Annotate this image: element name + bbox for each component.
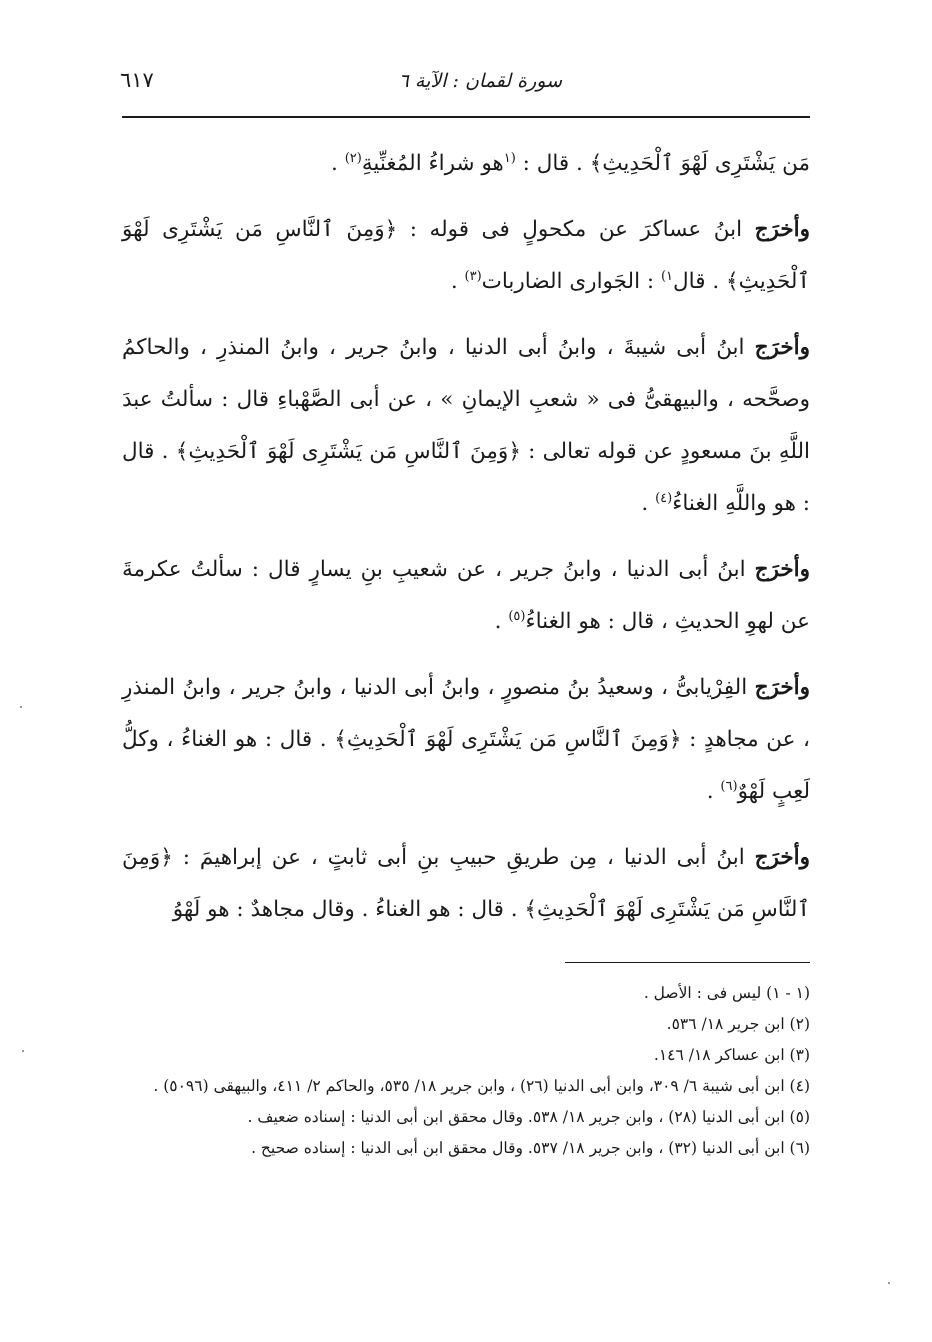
paragraph-lead: وأخرَج bbox=[754, 557, 810, 582]
footnote-5: (٥) ابن أبى الدنيا (٢٨) ، وابن جرير ١٨/ ٥٣٨. وقال محقق ابن أبى الدنيا : إسناده ضعيف . bbox=[247, 1108, 810, 1126]
running-title: سورة لقمان : الآية ٦ bbox=[398, 70, 562, 92]
footnote-marker: (٢) bbox=[344, 150, 362, 166]
scan-speck bbox=[20, 706, 22, 708]
paragraph-text: ابنُ أبى الدنيا ، وابنُ جرير ، عن شعيبِ بنِ يسارٍ قال : سألتُ عكرمةَ عن لهوِ الحديثِ ، قال : هو الغناءُ bbox=[122, 557, 810, 634]
paragraph-text: الفِرْيابىُّ ، وسعيدُ بنُ منصورٍ ، وابنُ أبى الدنيا ، وابنُ جرير ، وابنُ المنذرِ ، عن مجاهدٍ : ﴿وَمِنَ ٱلنَّاسِ مَن يَشْتَرِى لَهْوَ ٱلْحَدِيثِ﴾ . قال : هو الغناءُ ، وكلُّ لَعِبٍ لَهْوٌ bbox=[122, 675, 810, 804]
footnote-marker: ١) bbox=[660, 268, 674, 284]
paragraph-text: ابنُ عساكرَ عن مكحولٍ فى قوله : ﴿وَمِنَ ٱلنَّاسِ مَن يَشْتَرِى لَهْوَ ٱلْحَدِيثِ﴾ . قال bbox=[122, 217, 810, 294]
footnote-4: (٤) ابن أبى شيبة ٦/ ٣٠٩، وابن أبى الدنيا (٢٦) ، وابن جرير ١٨/ ٥٣٥، والحاكم ٢/ ٤١١، والبيهقى (٥٠٩٦) . bbox=[153, 1077, 810, 1095]
paragraph-text: هو شراءُ المُغنِّيةِ bbox=[361, 151, 504, 176]
paragraph bbox=[122, 662, 810, 818]
header-rule bbox=[122, 116, 810, 118]
footnotes bbox=[122, 978, 810, 1164]
main-text bbox=[122, 138, 810, 950]
footnote-marker: (٤) bbox=[655, 490, 673, 506]
footnote-6: (٦) ابن أبى الدنيا (٣٢) ، وابن جرير ١٨/ ٥٣٧. وقال محقق ابن أبى الدنيا : إسناده صحيح . bbox=[251, 1139, 810, 1157]
paragraph-text: . bbox=[706, 779, 721, 804]
paragraph bbox=[122, 138, 810, 190]
paragraph-lead: وأخرَج bbox=[754, 675, 810, 700]
paragraph-text: مَن يَشْتَرِى لَهْوَ ٱلْحَدِيثِ﴾ . قال : bbox=[515, 151, 810, 176]
paragraph bbox=[122, 832, 810, 936]
footnote-marker: (٣) bbox=[464, 268, 482, 284]
page-header bbox=[120, 66, 812, 106]
paragraph-text: : الجَوارى الضاربات bbox=[481, 269, 661, 294]
paragraph-lead: وأخرَج bbox=[754, 845, 810, 870]
paragraph-lead: وأخرَج bbox=[754, 335, 810, 360]
paragraph bbox=[122, 204, 810, 308]
paragraph bbox=[122, 322, 810, 530]
paragraph-text: . bbox=[641, 491, 656, 516]
footnote-marker: (١ bbox=[503, 150, 516, 166]
paragraph bbox=[122, 544, 810, 648]
footnote-separator bbox=[565, 962, 810, 963]
footnote-marker: (٦) bbox=[720, 778, 738, 794]
page-number: ٦١٧ bbox=[120, 68, 154, 92]
paragraph-text: ابنُ أبى الدنيا ، مِن طريقِ حبيبِ بنِ أبى ثابتٍ ، عن إبراهيمَ : ﴿وَمِنَ ٱلنَّاسِ مَن يَشْتَرِى لَهْوَ ٱلْحَدِيثِ﴾ . قال : هو الغناءُ . وقال مجاهدٌ : هو لَهْوُ bbox=[122, 845, 810, 922]
paragraph-text: . bbox=[494, 609, 509, 634]
footnote-2: (٢) ابن جرير ١٨/ ٥٣٦. bbox=[666, 1015, 810, 1033]
footnote-1: (١ - ١) ليس فى : الأصل . bbox=[643, 984, 810, 1002]
footnote-marker: (٥) bbox=[508, 608, 526, 624]
footnote-3: (٣) ابن عساكر ١٨/ ١٤٦. bbox=[653, 1046, 810, 1064]
paragraph-text: ابنُ أبى شيبةَ ، وابنُ أبى الدنيا ، وابنُ جرير ، وابنُ المنذرِ ، والحاكمُ وصحَّحه ، والبيهقىُّ فى « شعبِ الإيمانِ » ، عن أبى الصَّهْباءِ قال : سألتُ عبدَ اللَّهِ بنَ مسعودٍ عن قوله تعالى : ﴿وَمِنَ ٱلنَّاسِ مَن يَشْتَرِى لَهْوَ ٱلْحَدِيثِ﴾ . قال : هو واللَّهِ الغناءُ bbox=[122, 335, 810, 516]
paragraph-lead: وأخرَج bbox=[754, 217, 810, 242]
paragraph-text: . bbox=[331, 151, 345, 176]
scan-speck bbox=[22, 1050, 24, 1052]
paragraph-text: . bbox=[450, 269, 465, 294]
scan-speck bbox=[888, 1282, 890, 1284]
